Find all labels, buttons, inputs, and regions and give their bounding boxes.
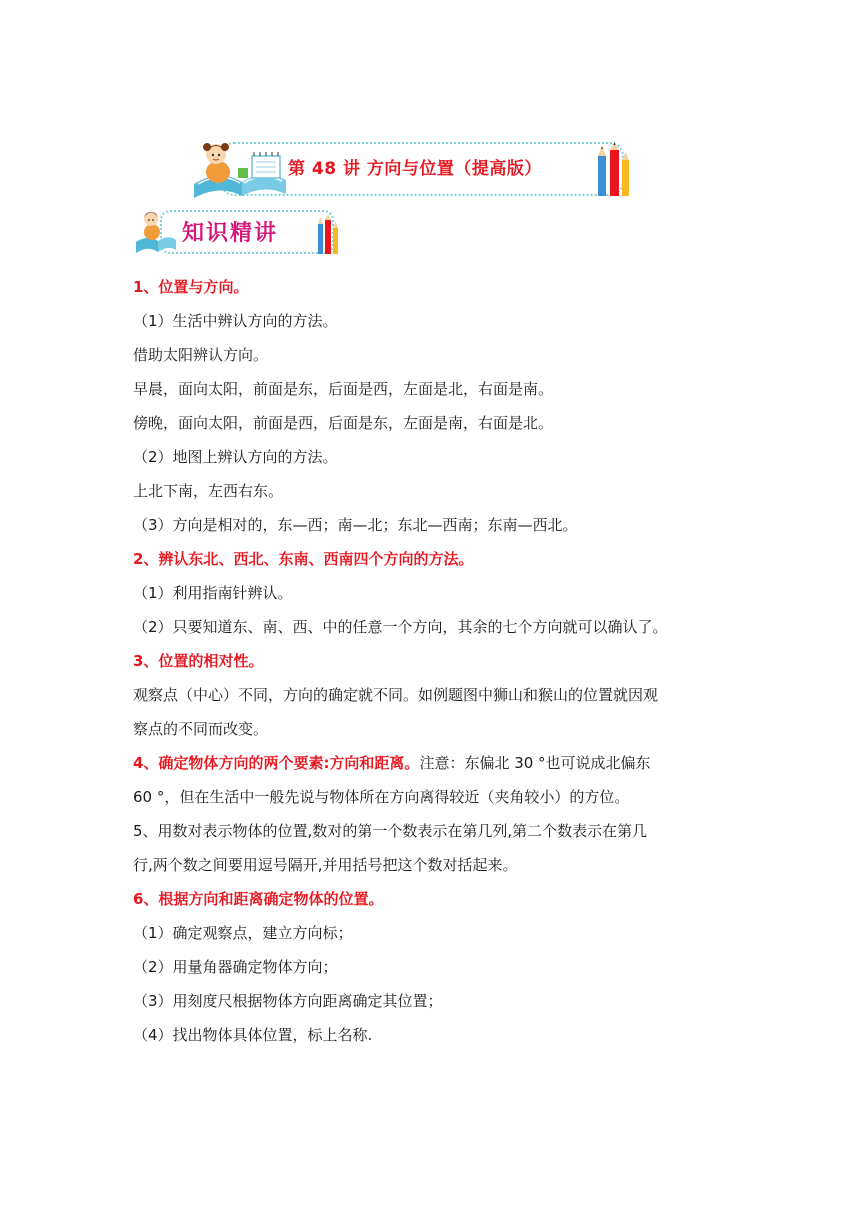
section-header	[134, 206, 339, 254]
text-line: 早晨，面向太阳，前面是东，后面是西，左面是北，右面是南。	[133, 380, 554, 398]
heading-relativity: 3、位置的相对性。	[133, 652, 264, 670]
heading-position-direction: 1、位置与方向。	[133, 278, 249, 296]
text-line: （2）用量角器确定物体方向；	[133, 958, 338, 976]
text-line: 傍晚，面向太阳，前面是西，后面是东，左面是南，右面是北。	[133, 414, 554, 432]
child-reading-icon	[134, 208, 178, 254]
text-line: 上北下南，左西右东。	[133, 482, 284, 500]
text-line: 观察点（中心）不同，方向的确定就不同。如例题图中狮山和猴山的位置就因观	[133, 686, 659, 704]
section-title: 知识精讲	[182, 220, 279, 246]
text-line: （3）用刻度尺根据物体方向距离确定其位置；	[133, 992, 443, 1010]
text-line: 60 °，但在生活中一般先说与物体所在方向离得较近（夹角较小）的方位。	[133, 788, 630, 806]
pencils-icon	[588, 142, 638, 198]
text-line: 5、用数对表示物体的位置,数对的第一个数表示在第几列,第二个数表示在第几	[133, 822, 648, 840]
heading-locate-object: 6、根据方向和距离确定物体的位置。	[133, 890, 384, 908]
text-line: （1）利用指南针辨认。	[133, 584, 293, 602]
pencils-icon	[314, 214, 340, 254]
heading-four-directions: 2、辨认东北、西北、东南、西南四个方向的方法。	[133, 550, 474, 568]
text-line: （1）生活中辨认方向的方法。	[133, 312, 338, 330]
text-line: 借助太阳辨认方向。	[133, 346, 269, 364]
text-line: （4）找出物体具体位置，标上名称.	[133, 1026, 373, 1044]
text-line: 察点的不同而改变。	[133, 720, 269, 738]
title-banner	[190, 138, 640, 200]
lesson-content	[133, 270, 738, 1052]
text-line	[133, 746, 738, 780]
heading-two-elements: 4、确定物体方向的两个要素:方向和距离。	[133, 754, 420, 772]
text-line: 行,两个数之间要用逗号隔开,并用括号把这个数对括起来。	[133, 856, 518, 874]
note-text: 注意：东偏北 30 °也可说成北偏东	[419, 754, 651, 772]
girl-reading-book-icon	[190, 138, 290, 200]
page-title: 第 48 讲 方向与位置（提高版）	[288, 159, 542, 179]
text-line: （2）只要知道东、南、西、中的任意一个方向，其余的七个方向就可以确认了。	[133, 618, 668, 636]
text-line: （1）确定观察点，建立方向标；	[133, 924, 353, 942]
text-line: （2）地图上辨认方向的方法。	[133, 448, 338, 466]
text-line: （3）方向是相对的，东—西；南—北；东北—西南；东南—西北。	[133, 516, 578, 534]
